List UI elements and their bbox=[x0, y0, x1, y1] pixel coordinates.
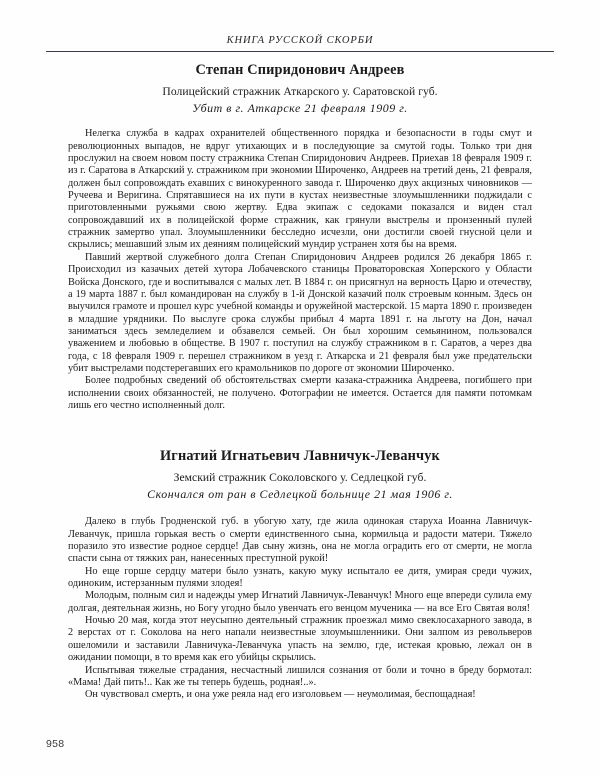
running-head bbox=[46, 30, 554, 48]
person-fate: Убит в г. Аткарске 21 февраля 1909 г. bbox=[192, 100, 408, 115]
paragraph: Он чувствовал смерть, и она уже реяла над его изголовьем — неумолимая, беспощадная! bbox=[85, 689, 476, 701]
paragraph: Более подробных сведений об обстоятельствах смерти казака-стражника Андреева, погибшего при исполнении своих обязанностей, не получено. Фотографии не имеется. Остается для памяти потомкам лишь его честно исполненный долг. bbox=[68, 375, 532, 411]
page-number: 958 bbox=[46, 738, 65, 750]
paragraph: Но еще горше сердцу матери было узнать, какую муку испытало ее дитя, умирая среди чужих, одиноким, истерзанным пулями злодея! bbox=[68, 565, 532, 590]
header-divider-rule bbox=[46, 51, 554, 52]
paragraph: Молодым, полным сил и надежды умер Игнатий Лавничук-Леванчук! Много еще впереди сулила ему долгая, деятельная жизнь, но Богу угодно было увенчать его венцом мученика — на все Его Святая воля! bbox=[68, 590, 532, 614]
running-head-title: КНИГА РУССКОЙ СКОРБИ bbox=[226, 35, 374, 46]
article-title-block bbox=[68, 62, 532, 116]
person-fate: Скончался от ран в Седлецкой больнице 21 мая 1906 г. bbox=[147, 486, 453, 501]
person-rank: Земский стражник Соколовского у. Седлецкой губ. bbox=[173, 471, 427, 485]
article-title-block bbox=[68, 448, 532, 502]
paragraph: Нелегка служба в кадрах охранителей общественного порядка и безопасности в годы смут и революционных выпадов, не вдруг утихающих и в последующие за смутой годы. Только три дня прослужил на своем новом посту стражника Степан Спиридонович Андреев. Приехав 18 февраля 1909 г. из г. Саратова в Аткарский у. стражником при экономии Широченко, Андреев на третий день, 21 февраля, должен был сопровождать ехавших с винокуренного завода г. Широченко двух акцизных чиновников — Ручеева и Веригина. Спрятавшиеся на их пути в кустах неизвестные злоумышленники поджидали с приготовленными ружьями свою жертву. Едва экипаж с седоками показался и виден стал сопровождавший их в полицейской форме стражник, как грянули выстрелы и пронзенный пулей стражник замертво упал. Злоумышленники бесследно исчезли, они достигли своей гнусной цели и скрылись; мешавший злым их деяниям полицейский мундир устранен хотя бы на время. bbox=[68, 128, 532, 251]
paragraph: Павший жертвой служебного долга Степан Спиридонович Андреев родился 26 декабря 1865 г. Происходил из казачьих детей хутора Лобачевского станицы Проваторовская Хоперского у Области Войска Донского, где и воспитывался с малых лет. В 1884 г. он присягнул на верность Царю и отечеству, а 19 марта 1887 г. был командирован на службу в 1-й Донской казачий полк строевым конным. Здесь он выучился грамоте и прошел курс учебной команды и оружейной мастерской. 15 марта 1890 г. произведен в младшие урядники. По выслуге срока службы прибыл 4 марта 1891 г. на льготу на Дон, начал заниматься здесь земледелием и обзавелся семьей. Он был хорошим семьянином, пользовался уважением и любовью в обществе. В 1907 г. поступил на службу стражником в г. Саратов, а через два года, с 18 февраля 1909 г. перешел стражником в уезд г. Аткарска и 21 февраля был уже предательски убит выстрелами подстерегавших его крамольников по дороге от экономии Широченко. bbox=[68, 251, 532, 374]
paragraph: Испытывая тяжелые страдания, несчастный лишился сознания от боли и точно в бреду бормотал: «Мама! Дай пить!.. Как же ты теперь будешь, родная!..». bbox=[68, 664, 532, 688]
paragraph: Ночью 20 мая, когда этот неусыпно деятельный стражник проезжал мимо свеклосахарного завода, в 2 верстах от г. Соколова на него напали неизвестные злоумышленники. Они залпом из револьверов ошеломили и заставили Лавничука-Леванчука упасть на землю, где, истекая кровью, лежал он в ожидании помощи, в то время как его убийцы скрылись. bbox=[68, 615, 532, 664]
paragraph: Далеко в глубь Гродненской губ. в убогую хату, где жила одинокая старуха Иоанна Лавничук-Леванчук, пришла горькая весть о смерти единственного сына, кормильца и радости матери. Тяжело поразило это известие родное сердце! Дав сыну жизнь, она не могла оградить его от смерти, не могла спасти сына от тяжких ран, нанесенных преступной рукой! bbox=[68, 516, 532, 565]
article-lavnichuk bbox=[68, 448, 532, 702]
person-name: Игнатий Игнатьевич Лавничук-Леванчук bbox=[160, 448, 440, 464]
article-body bbox=[68, 516, 532, 701]
person-rank: Полицейский стражник Аткарского у. Саратовской губ. bbox=[162, 85, 438, 99]
article-body bbox=[68, 128, 532, 412]
article-andreev bbox=[68, 62, 532, 412]
person-name: Степан Спиридонович Андреев bbox=[195, 62, 405, 78]
